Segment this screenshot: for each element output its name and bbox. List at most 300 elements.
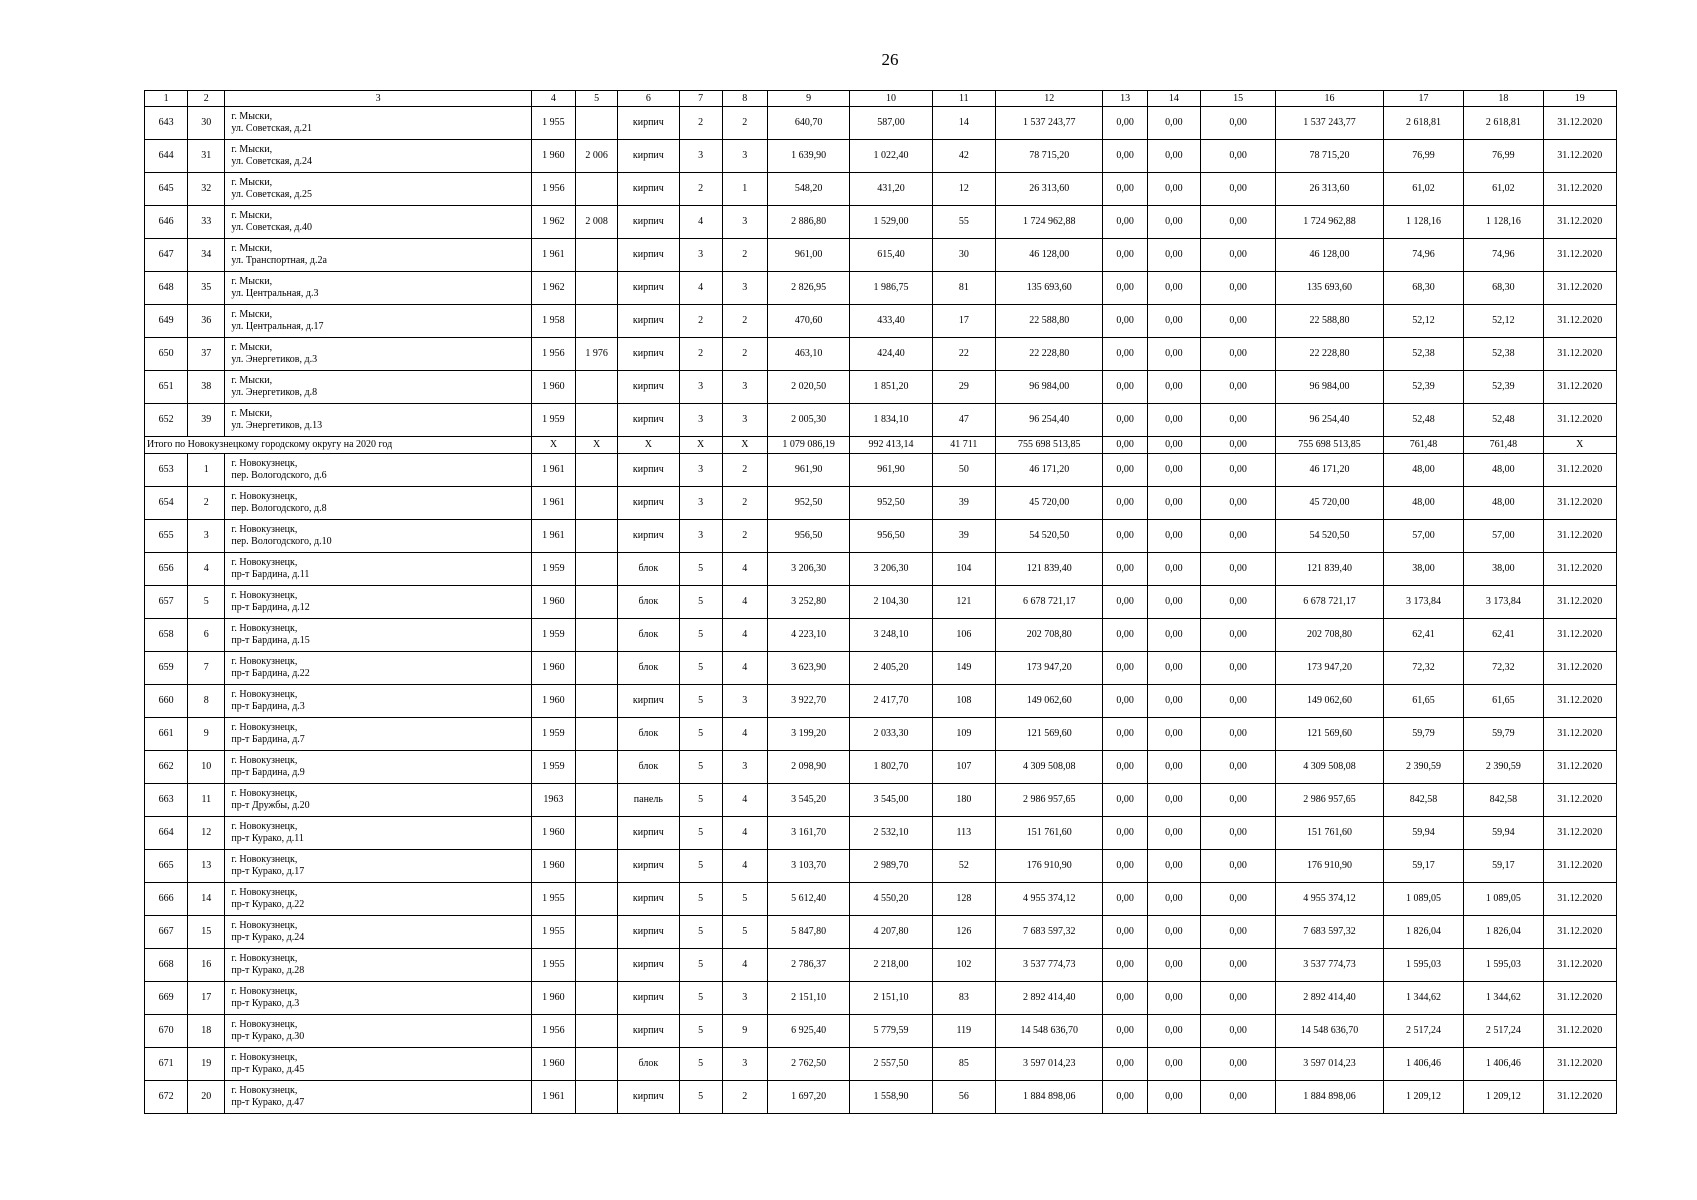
table-cell: 2: [722, 487, 767, 520]
table-cell: 2 618,81: [1464, 107, 1543, 140]
table-cell: 5 779,59: [850, 1015, 932, 1048]
row-number-cell: 644: [145, 140, 188, 173]
table-cell: панель: [618, 784, 679, 817]
table-cell: 45 720,00: [995, 487, 1103, 520]
table-cell: 0,00: [1147, 371, 1200, 404]
table-cell: 48,00: [1383, 487, 1463, 520]
row-number-cell: 646: [145, 206, 188, 239]
table-cell: кирпич: [618, 982, 679, 1015]
table-cell: 2 417,70: [850, 685, 932, 718]
address-cell: [225, 173, 531, 206]
table-cell: 1 955: [531, 107, 575, 140]
table-cell: 31.12.2020: [1543, 107, 1616, 140]
address-street: ул. Центральная, д.3: [231, 288, 319, 299]
table-cell: 54 520,50: [1276, 520, 1384, 553]
table-cell: 121 839,40: [995, 553, 1103, 586]
table-cell: 31.12.2020: [1543, 883, 1616, 916]
row-number-cell: 664: [145, 817, 188, 850]
address-cell: [225, 784, 531, 817]
table-cell: [576, 916, 618, 949]
table-cell: 31.12.2020: [1543, 338, 1616, 371]
table-cell: 0,00: [1103, 371, 1147, 404]
table-cell: 31.12.2020: [1543, 553, 1616, 586]
table-cell: 61,02: [1464, 173, 1543, 206]
table-cell: 1 344,62: [1464, 982, 1543, 1015]
row-subnumber-cell: 36: [188, 305, 225, 338]
address-street: ул. Советская, д.21: [231, 123, 312, 134]
table-cell: 7 683 597,32: [1276, 916, 1384, 949]
table-cell: 0,00: [1147, 916, 1200, 949]
table-cell: 1 960: [531, 685, 575, 718]
column-header: 5: [576, 91, 618, 107]
table-cell: 0,00: [1103, 107, 1147, 140]
row-number-cell: 658: [145, 619, 188, 652]
table-cell: 26 313,60: [1276, 173, 1384, 206]
table-cell: 956,50: [767, 520, 849, 553]
address-cell: [225, 1015, 531, 1048]
address-street: пр-т Курако, д.11: [231, 833, 304, 844]
table-cell: 3: [679, 487, 722, 520]
table-row: [145, 751, 1617, 784]
table-cell: 0,00: [1147, 1081, 1200, 1114]
table-cell: кирпич: [618, 338, 679, 371]
table-row: [145, 487, 1617, 520]
total-cell: 755 698 513,85: [1276, 437, 1384, 454]
table-cell: 1 802,70: [850, 751, 932, 784]
table-cell: 74,96: [1383, 239, 1463, 272]
table-cell: 1 697,20: [767, 1081, 849, 1114]
table-cell: 119: [932, 1015, 995, 1048]
total-cell: 0,00: [1200, 437, 1275, 454]
address-street: ул. Советская, д.40: [231, 222, 312, 233]
table-cell: 1 986,75: [850, 272, 932, 305]
table-cell: 0,00: [1200, 685, 1275, 718]
table-cell: 31.12.2020: [1543, 1015, 1616, 1048]
table-cell: 0,00: [1103, 487, 1147, 520]
table-cell: 615,40: [850, 239, 932, 272]
total-cell: X: [618, 437, 679, 454]
table-cell: 2: [679, 173, 722, 206]
table-cell: 61,65: [1383, 685, 1463, 718]
table-cell: кирпич: [618, 1081, 679, 1114]
table-header: [145, 91, 1617, 107]
address-cell: [225, 338, 531, 371]
table-cell: 30: [932, 239, 995, 272]
table-cell: 14: [932, 107, 995, 140]
table-cell: 3 597 014,23: [1276, 1048, 1384, 1081]
row-number-cell: 647: [145, 239, 188, 272]
address-city: г. Новокузнецк,: [231, 788, 298, 799]
table-cell: 0,00: [1147, 850, 1200, 883]
table-cell: 1 961: [531, 1081, 575, 1114]
table-cell: 39: [932, 487, 995, 520]
total-cell: 992 413,14: [850, 437, 932, 454]
address-cell: [225, 1048, 531, 1081]
table-row: [145, 619, 1617, 652]
table-cell: 1 959: [531, 718, 575, 751]
table-row: [145, 1015, 1617, 1048]
column-header: 4: [531, 91, 575, 107]
table-cell: 0,00: [1200, 520, 1275, 553]
table-cell: 4: [722, 850, 767, 883]
table-cell: 68,30: [1464, 272, 1543, 305]
table-cell: 107: [932, 751, 995, 784]
table-cell: 1 826,04: [1464, 916, 1543, 949]
row-subnumber-cell: 34: [188, 239, 225, 272]
table-cell: 3 103,70: [767, 850, 849, 883]
address-cell: [225, 206, 531, 239]
table-cell: 1 724 962,88: [1276, 206, 1384, 239]
table-cell: 5: [679, 883, 722, 916]
table-cell: 952,50: [850, 487, 932, 520]
table-cell: 2 008: [576, 206, 618, 239]
address-city: г. Мыски,: [231, 276, 273, 287]
table-cell: 0,00: [1147, 982, 1200, 1015]
table-cell: 0,00: [1200, 173, 1275, 206]
table-cell: 0,00: [1147, 206, 1200, 239]
table-cell: 4: [722, 586, 767, 619]
table-cell: [576, 173, 618, 206]
table-cell: 1 558,90: [850, 1081, 932, 1114]
row-subnumber-cell: 18: [188, 1015, 225, 1048]
table-cell: 548,20: [767, 173, 849, 206]
table-cell: 2: [722, 305, 767, 338]
address-street: пр-т Курако, д.28: [231, 965, 305, 976]
address-cell: [225, 140, 531, 173]
table-cell: 17: [932, 305, 995, 338]
table-cell: 31.12.2020: [1543, 371, 1616, 404]
table-cell: 3: [722, 685, 767, 718]
address-street: ул. Энергетиков, д.3: [231, 354, 318, 365]
table-cell: 3: [722, 272, 767, 305]
table-cell: 5: [679, 1048, 722, 1081]
address-street: пер. Вологодского, д.10: [231, 536, 332, 547]
column-header: 11: [932, 91, 995, 107]
row-subnumber-cell: 1: [188, 454, 225, 487]
table-cell: 62,41: [1464, 619, 1543, 652]
row-subnumber-cell: 10: [188, 751, 225, 784]
table-cell: 0,00: [1103, 850, 1147, 883]
table-cell: 104: [932, 553, 995, 586]
row-number-cell: 666: [145, 883, 188, 916]
table-row: [145, 586, 1617, 619]
table-body: [145, 107, 1617, 1114]
table-cell: кирпич: [618, 883, 679, 916]
table-cell: 31.12.2020: [1543, 817, 1616, 850]
table-cell: 1 961: [531, 520, 575, 553]
table-cell: 3: [679, 140, 722, 173]
table-cell: 5: [679, 685, 722, 718]
row-number-cell: 662: [145, 751, 188, 784]
address-street: пр-т Курако, д.30: [231, 1031, 305, 1042]
row-subnumber-cell: 32: [188, 173, 225, 206]
table-row: [145, 107, 1617, 140]
table-cell: 59,17: [1383, 850, 1463, 883]
table-cell: блок: [618, 1048, 679, 1081]
table-cell: кирпич: [618, 1015, 679, 1048]
table-cell: 31.12.2020: [1543, 173, 1616, 206]
table-cell: 31.12.2020: [1543, 784, 1616, 817]
table-cell: 74,96: [1464, 239, 1543, 272]
address-street: ул. Центральная, д.17: [231, 321, 324, 332]
address-cell: [225, 239, 531, 272]
row-subnumber-cell: 14: [188, 883, 225, 916]
table-cell: 0,00: [1103, 916, 1147, 949]
table-cell: 3 545,00: [850, 784, 932, 817]
table-cell: 1 962: [531, 206, 575, 239]
table-cell: кирпич: [618, 239, 679, 272]
address-city: г. Мыски,: [231, 375, 273, 386]
table-cell: 2 390,59: [1464, 751, 1543, 784]
address-city: г. Мыски,: [231, 210, 273, 221]
address-street: пр-т Курако, д.3: [231, 998, 300, 1009]
table-cell: 0,00: [1147, 718, 1200, 751]
table-cell: 2 762,50: [767, 1048, 849, 1081]
table-cell: кирпич: [618, 371, 679, 404]
table-cell: кирпич: [618, 685, 679, 718]
table-cell: 31.12.2020: [1543, 454, 1616, 487]
total-cell: 755 698 513,85: [995, 437, 1103, 454]
table-cell: 0,00: [1200, 107, 1275, 140]
table-cell: 5: [679, 1081, 722, 1114]
table-cell: 5: [679, 619, 722, 652]
column-header: 6: [618, 91, 679, 107]
table-cell: 62,41: [1383, 619, 1463, 652]
table-cell: 72,32: [1464, 652, 1543, 685]
table-cell: 6 678 721,17: [995, 586, 1103, 619]
row-number-cell: 649: [145, 305, 188, 338]
table-cell: 0,00: [1103, 553, 1147, 586]
table-cell: 135 693,60: [995, 272, 1103, 305]
address-street: пр-т Дружбы, д.20: [231, 800, 310, 811]
table-cell: 52,48: [1383, 404, 1463, 437]
table-cell: 48,00: [1464, 454, 1543, 487]
table-cell: 0,00: [1103, 305, 1147, 338]
table-cell: 59,17: [1464, 850, 1543, 883]
table-cell: [576, 718, 618, 751]
column-header: 8: [722, 91, 767, 107]
row-number-cell: 655: [145, 520, 188, 553]
address-city: г. Мыски,: [231, 144, 273, 155]
total-cell: 41 711: [932, 437, 995, 454]
table-cell: 38,00: [1383, 553, 1463, 586]
address-city: г. Новокузнецк,: [231, 986, 298, 997]
table-cell: 1 209,12: [1383, 1081, 1463, 1114]
table-row: [145, 338, 1617, 371]
table-cell: 0,00: [1147, 949, 1200, 982]
row-number-cell: 671: [145, 1048, 188, 1081]
table-cell: 81: [932, 272, 995, 305]
table-cell: 173 947,20: [1276, 652, 1384, 685]
table-cell: 0,00: [1200, 338, 1275, 371]
row-number-cell: 667: [145, 916, 188, 949]
table-cell: 3 206,30: [850, 553, 932, 586]
table-cell: 6 678 721,17: [1276, 586, 1384, 619]
table-row: [145, 916, 1617, 949]
table-cell: [576, 520, 618, 553]
table-cell: 0,00: [1147, 586, 1200, 619]
table-cell: 4: [722, 718, 767, 751]
table-cell: кирпич: [618, 454, 679, 487]
table-cell: 0,00: [1103, 1048, 1147, 1081]
address-street: пр-т Курако, д.22: [231, 899, 305, 910]
row-number-cell: 650: [145, 338, 188, 371]
table-cell: кирпич: [618, 817, 679, 850]
table-cell: 2 557,50: [850, 1048, 932, 1081]
address-cell: [225, 487, 531, 520]
table-cell: 61,65: [1464, 685, 1543, 718]
address-city: г. Новокузнецк,: [231, 1052, 298, 1063]
table-cell: 0,00: [1103, 751, 1147, 784]
table-cell: 0,00: [1147, 404, 1200, 437]
table-cell: 78 715,20: [1276, 140, 1384, 173]
table-cell: 952,50: [767, 487, 849, 520]
table-cell: 5: [679, 916, 722, 949]
table-cell: 31.12.2020: [1543, 751, 1616, 784]
address-cell: [225, 883, 531, 916]
row-number-cell: 656: [145, 553, 188, 586]
table-cell: 2 989,70: [850, 850, 932, 883]
table-cell: 85: [932, 1048, 995, 1081]
table-cell: 3 537 774,73: [1276, 949, 1384, 982]
table-cell: 1: [722, 173, 767, 206]
table-cell: 5: [679, 751, 722, 784]
table-cell: 4: [722, 784, 767, 817]
table-cell: 0,00: [1200, 1081, 1275, 1114]
table-cell: 0,00: [1103, 817, 1147, 850]
table-cell: 48,00: [1383, 454, 1463, 487]
total-cell: X: [1543, 437, 1616, 454]
table-cell: 0,00: [1147, 107, 1200, 140]
table-cell: 38,00: [1464, 553, 1543, 586]
row-subnumber-cell: 4: [188, 553, 225, 586]
row-number-cell: 645: [145, 173, 188, 206]
table-cell: 0,00: [1147, 520, 1200, 553]
address-cell: [225, 305, 531, 338]
table-cell: 4 223,10: [767, 619, 849, 652]
table-cell: 0,00: [1147, 305, 1200, 338]
address-cell: [225, 619, 531, 652]
table-cell: 57,00: [1383, 520, 1463, 553]
table-cell: 1 962: [531, 272, 575, 305]
table-cell: кирпич: [618, 272, 679, 305]
table-cell: 1 960: [531, 586, 575, 619]
row-number-cell: 648: [145, 272, 188, 305]
row-number-cell: 653: [145, 454, 188, 487]
table-cell: 1 595,03: [1383, 949, 1463, 982]
table-cell: 31.12.2020: [1543, 272, 1616, 305]
table-row: [145, 272, 1617, 305]
table-cell: 5: [679, 1015, 722, 1048]
table-cell: 135 693,60: [1276, 272, 1384, 305]
table-cell: 5: [679, 553, 722, 586]
table-cell: 5: [679, 982, 722, 1015]
table-cell: 3: [679, 454, 722, 487]
table-cell: 96 254,40: [995, 404, 1103, 437]
table-cell: 4 207,80: [850, 916, 932, 949]
column-header: 12: [995, 91, 1103, 107]
table-cell: 0,00: [1147, 173, 1200, 206]
address-city: г. Новокузнецк,: [231, 722, 298, 733]
table-cell: 42: [932, 140, 995, 173]
address-cell: [225, 404, 531, 437]
address-street: пр-т Бардина, д.15: [231, 635, 310, 646]
column-header: 15: [1200, 91, 1275, 107]
table-cell: 0,00: [1200, 718, 1275, 751]
table-cell: 126: [932, 916, 995, 949]
table-cell: 45 720,00: [1276, 487, 1384, 520]
table-cell: 0,00: [1147, 338, 1200, 371]
table-cell: 0,00: [1147, 1015, 1200, 1048]
total-cell: 761,48: [1383, 437, 1463, 454]
table-cell: 1 089,05: [1383, 883, 1463, 916]
row-subnumber-cell: 20: [188, 1081, 225, 1114]
table-cell: 0,00: [1200, 487, 1275, 520]
table-cell: 3: [679, 404, 722, 437]
table-cell: 587,00: [850, 107, 932, 140]
table-cell: 4 955 374,12: [995, 883, 1103, 916]
table-cell: 6 925,40: [767, 1015, 849, 1048]
table-cell: 22 228,80: [1276, 338, 1384, 371]
table-cell: [576, 1015, 618, 1048]
address-cell: [225, 850, 531, 883]
table-cell: 0,00: [1103, 140, 1147, 173]
table-cell: 0,00: [1200, 371, 1275, 404]
address-city: г. Новокузнецк,: [231, 953, 298, 964]
address-cell: [225, 371, 531, 404]
address-city: г. Мыски,: [231, 177, 273, 188]
table-cell: 0,00: [1200, 272, 1275, 305]
address-city: г. Новокузнецк,: [231, 491, 298, 502]
table-row: [145, 652, 1617, 685]
table-cell: [576, 272, 618, 305]
table-cell: блок: [618, 751, 679, 784]
table-cell: 14 548 636,70: [1276, 1015, 1384, 1048]
table-cell: 4: [722, 553, 767, 586]
table-cell: 5: [679, 949, 722, 982]
table-cell: [576, 586, 618, 619]
table-cell: 3: [722, 1048, 767, 1081]
table-cell: 1 834,10: [850, 404, 932, 437]
table-cell: [576, 404, 618, 437]
table-cell: блок: [618, 619, 679, 652]
address-city: г. Новокузнецк,: [231, 590, 298, 601]
table-cell: 0,00: [1103, 586, 1147, 619]
table-cell: 1 022,40: [850, 140, 932, 173]
table-cell: [576, 107, 618, 140]
table-cell: 128: [932, 883, 995, 916]
row-subnumber-cell: 11: [188, 784, 225, 817]
table-cell: 113: [932, 817, 995, 850]
table-cell: 961,00: [767, 239, 849, 272]
table-cell: 1 128,16: [1464, 206, 1543, 239]
table-cell: [576, 1081, 618, 1114]
table-cell: 842,58: [1464, 784, 1543, 817]
table-cell: 0,00: [1200, 652, 1275, 685]
table-cell: 0,00: [1200, 404, 1275, 437]
address-street: ул. Советская, д.24: [231, 156, 312, 167]
table-cell: 31.12.2020: [1543, 487, 1616, 520]
table-cell: 3 248,10: [850, 619, 932, 652]
address-city: г. Мыски,: [231, 309, 273, 320]
table-cell: 68,30: [1383, 272, 1463, 305]
column-header: 19: [1543, 91, 1616, 107]
table-cell: 1 344,62: [1383, 982, 1463, 1015]
table-cell: 3: [722, 371, 767, 404]
column-header: 14: [1147, 91, 1200, 107]
table-cell: 0,00: [1200, 916, 1275, 949]
table-cell: 3 161,70: [767, 817, 849, 850]
